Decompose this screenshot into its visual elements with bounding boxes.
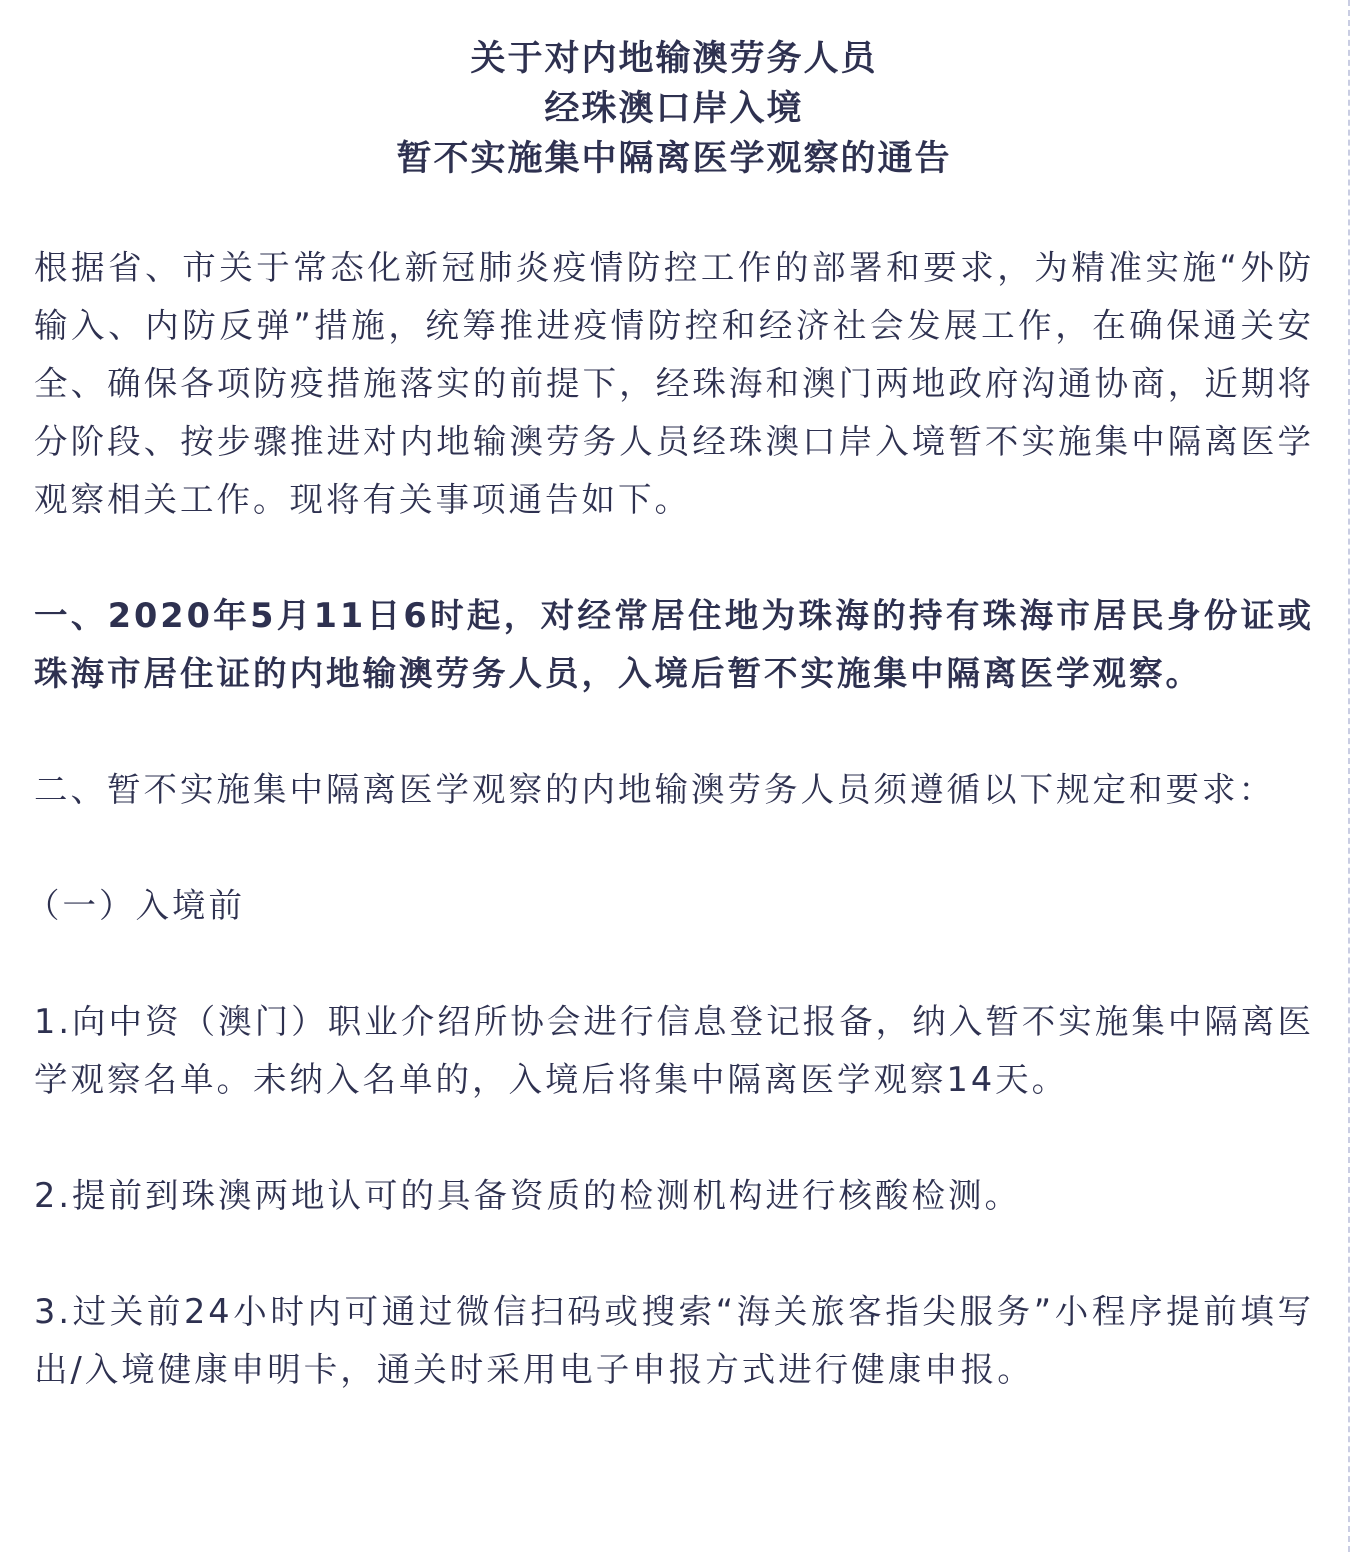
intro-paragraph: 根据省、市关于常态化新冠肺炎疫情防控工作的部署和要求，为精准实施“外防输入、内防反弹”措施，统筹推进疫情防控和经济社会发展工作，在确保通关安全、确保各项防疫措施落实的前提下，经珠海和澳门两地政府沟通协商，近期将分阶段、按步骤推进对内地输澳劳务人员经珠澳口岸入境暂不实施集中隔离医学观察相关工作。现将有关事项通告如下。 [34,248,1314,519]
notice-article [26,34,1314,1399]
title-line-3: 暂不实施集中隔离医学观察的通告 [396,139,952,179]
title-line-1: 关于对内地输澳劳务人员 [470,39,878,79]
item-paragraph-1: 1.向中资（澳门）职业介绍所协会进行信息登记报备，纳入暂不实施集中隔离医学观察名单。未纳入名单的，入境后将集中隔离医学观察14天。 [34,1002,1314,1099]
item-paragraph-2: 2.提前到珠澳两地认可的具备资质的检测机构进行核酸检测。 [34,1176,1021,1215]
notice-title [34,34,1314,184]
section-two-paragraph: 二、暂不实施集中隔离医学观察的内地输澳劳务人员须遵循以下规定和要求： [34,770,1275,809]
item-paragraph-3: 3.过关前24小时内可通过微信扫码或搜索“海关旅客指尖服务”小程序提前填写出/入境健康申明卡，通关时采用电子申报方式进行健康申报。 [34,1292,1314,1389]
section-one-paragraph: 一、2020年5月11日6时起，对经常居住地为珠海的持有珠海市居民身份证或珠海市居住证的内地输澳劳务人员，入境后暂不实施集中隔离医学观察。 [34,596,1314,693]
page-right-border [1348,0,1350,1552]
title-line-2: 经珠澳口岸入境 [544,89,804,129]
subsection-heading-before-entry: （一）入境前 [26,886,245,925]
